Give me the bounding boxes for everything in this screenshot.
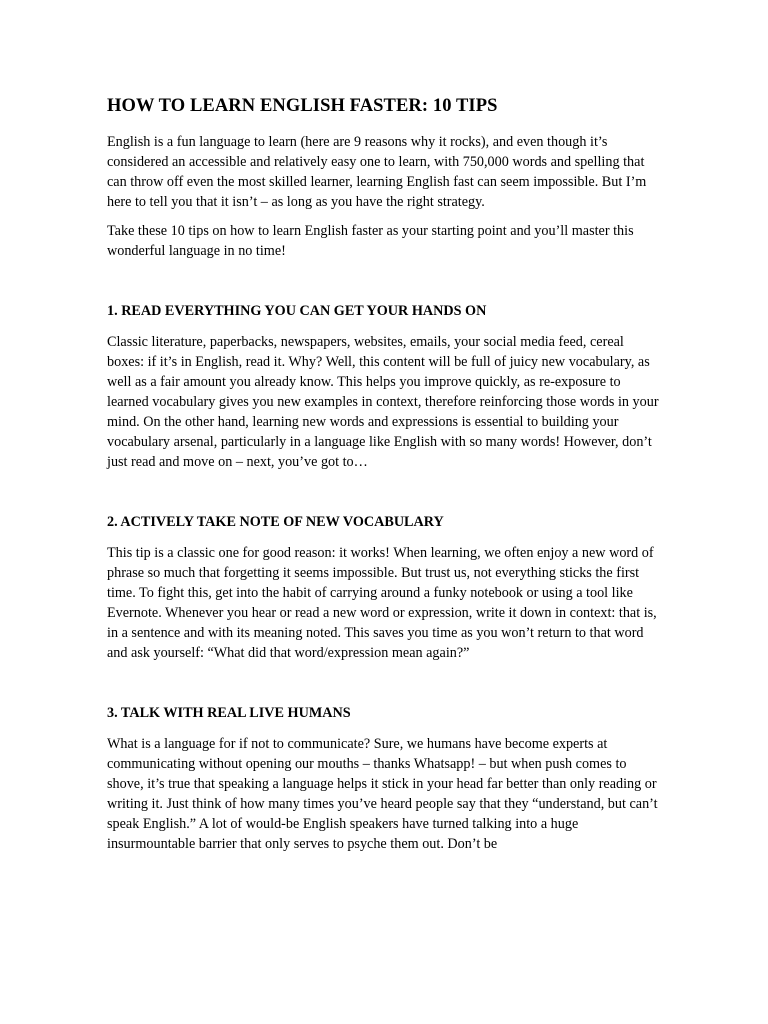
section-body-1: Classic literature, paperbacks, newspapers, websites, emails, your social media feed, cereal boxes: if it’s in English, read it. Why? Well, this content will be full of juicy new vocabulary, as well as a fair amount you already know. This helps you improve quickly, as re-exposure to learned vocabulary gives you new examples in context, therefore reinforcing those words in your mind. On the other hand, learning new words and expressions is essential to building your vocabulary arsenal, particularly in a language like English with so many words! However, don’t just read and move on – next, you’ve got to… bbox=[107, 334, 659, 470]
intro-paragraph-1: English is a fun language to learn (here are 9 reasons why it rocks), and even though it’s considered an accessible and relatively easy one to learn, with 750,000 words and spelling that can throw off even the most skilled learner, learning English fast can seem impossible. But I’m here to tell you that it isn’t – as long as you have the right strategy. bbox=[107, 134, 647, 210]
intro-paragraph-2: Take these 10 tips on how to learn English faster as your starting point and you’ll master this wonderful language in no time! bbox=[107, 223, 634, 259]
document-page bbox=[107, 94, 663, 863]
section-heading-3: 3. TALK WITH REAL LIVE HUMANS bbox=[107, 705, 351, 721]
section-heading-1: 1. READ EVERYTHING YOU CAN GET YOUR HANDS ON bbox=[107, 303, 487, 319]
document-title: HOW TO LEARN ENGLISH FASTER: 10 TIPS bbox=[107, 96, 498, 116]
section-heading-2: 2. ACTIVELY TAKE NOTE OF NEW VOCABULARY bbox=[107, 514, 444, 530]
section-body-3: What is a language for if not to communicate? Sure, we humans have become experts at communicating without opening our mouths – thanks Whatsapp! – but when push comes to shove, it’s true that speaking a language helps it stick in your head far better than only reading or writing it. Just think of how many times you’ve heard people say that they “understand, but can’t speak English.” A lot of would-be English speakers have turned talking into a huge insurmountable barrier that only serves to psyche them out. Don’t be bbox=[107, 736, 658, 852]
section-body-2: This tip is a classic one for good reason: it works! When learning, we often enjoy a new word of phrase so much that forgetting it seems impossible. But trust us, not everything sticks the first time. To fight this, get into the habit of carrying around a funky notebook or using a tool like Evernote. Whenever you hear or read a new word or expression, write it down in context: that is, in a sentence and with its meaning noted. This saves you time as you won’t return to that word and ask yourself: “What did that word/expression mean again?” bbox=[107, 545, 657, 661]
